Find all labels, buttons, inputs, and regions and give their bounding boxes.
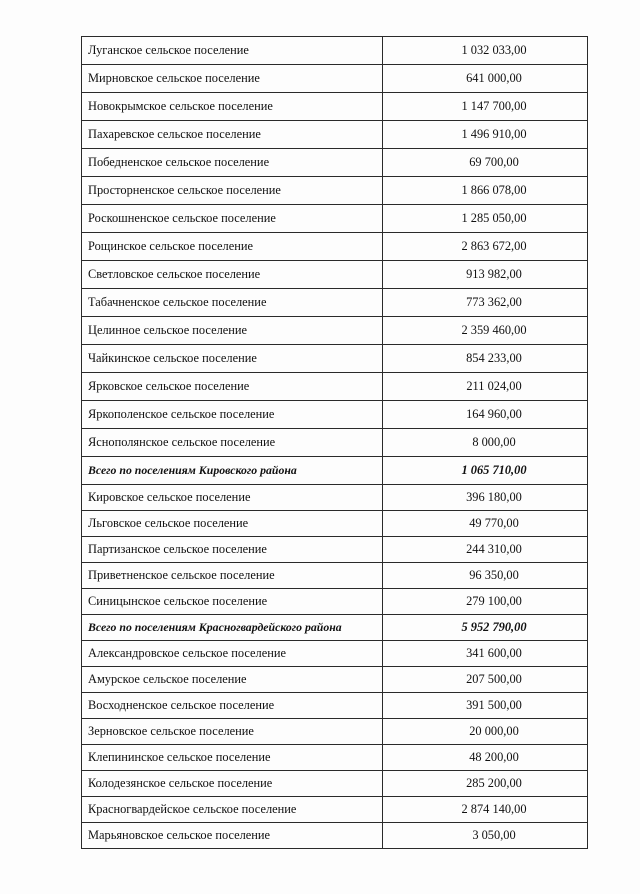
settlement-name: Амурское сельское поселение (82, 667, 383, 693)
settlement-amount: 69 700,00 (383, 149, 588, 177)
settlement-name: Синицынское сельское поселение (82, 589, 383, 615)
district-total-label: Всего по поселениям Красногвардейского района (82, 615, 383, 641)
table-row (82, 563, 588, 589)
settlement-name: Марьяновское сельское поселение (82, 823, 383, 849)
table-row (82, 289, 588, 317)
settlement-amount: 244 310,00 (383, 537, 588, 563)
settlement-amount: 1 866 078,00 (383, 177, 588, 205)
table-row (82, 205, 588, 233)
settlement-amount: 396 180,00 (383, 485, 588, 511)
table-row (82, 511, 588, 537)
table-row (82, 719, 588, 745)
district-total-label: Всего по поселениям Кировского района (82, 457, 383, 485)
settlement-name: Ярковское сельское поселение (82, 373, 383, 401)
settlement-amount: 1 032 033,00 (383, 37, 588, 65)
table-row (82, 177, 588, 205)
table-row (82, 65, 588, 93)
table-row (82, 771, 588, 797)
settlement-name: Партизанское сельское поселение (82, 537, 383, 563)
settlement-name: Рощинское сельское поселение (82, 233, 383, 261)
district-total-amount: 1 065 710,00 (383, 457, 588, 485)
settlement-amount: 164 960,00 (383, 401, 588, 429)
table-row (82, 37, 588, 65)
settlement-amount: 3 050,00 (383, 823, 588, 849)
table-row (82, 317, 588, 345)
settlement-name: Красногвардейское сельское поселение (82, 797, 383, 823)
settlement-name: Колодезянское сельское поселение (82, 771, 383, 797)
settlement-name: Яркополенское сельское поселение (82, 401, 383, 429)
settlement-amount: 641 000,00 (383, 65, 588, 93)
table-row (82, 823, 588, 849)
table-row (82, 345, 588, 373)
settlement-name: Яснополянское сельское поселение (82, 429, 383, 457)
table-row (82, 537, 588, 563)
settlement-amount: 285 200,00 (383, 771, 588, 797)
table-row (82, 693, 588, 719)
table-row (82, 93, 588, 121)
settlement-amount: 279 100,00 (383, 589, 588, 615)
settlement-amount: 913 982,00 (383, 261, 588, 289)
settlement-name: Светловское сельское поселение (82, 261, 383, 289)
table-row (82, 121, 588, 149)
table-row (82, 233, 588, 261)
settlement-name: Целинное сельское поселение (82, 317, 383, 345)
settlement-name: Новокрымское сельское поселение (82, 93, 383, 121)
settlement-name: Восходненское сельское поселение (82, 693, 383, 719)
settlement-amount: 96 350,00 (383, 563, 588, 589)
settlement-amount: 1 285 050,00 (383, 205, 588, 233)
settlement-name: Льговское сельское поселение (82, 511, 383, 537)
table-row (82, 149, 588, 177)
settlement-name: Приветненское сельское поселение (82, 563, 383, 589)
settlement-name: Зерновское сельское поселение (82, 719, 383, 745)
settlement-amount: 2 863 672,00 (383, 233, 588, 261)
settlement-name: Чайкинское сельское поселение (82, 345, 383, 373)
table-row (82, 485, 588, 511)
table-row (82, 797, 588, 823)
settlement-amount: 2 874 140,00 (383, 797, 588, 823)
table-row (82, 373, 588, 401)
table-row (82, 261, 588, 289)
table-row (82, 401, 588, 429)
settlement-amount: 49 770,00 (383, 511, 588, 537)
settlement-amount: 1 496 910,00 (383, 121, 588, 149)
table-row (82, 589, 588, 615)
settlement-name: Роскошненское сельское поселение (82, 205, 383, 233)
table-row (82, 429, 588, 457)
settlement-name: Пахаревское сельское поселение (82, 121, 383, 149)
settlement-amount: 20 000,00 (383, 719, 588, 745)
settlement-amount: 341 600,00 (383, 641, 588, 667)
settlement-name: Табачненское сельское поселение (82, 289, 383, 317)
settlement-name: Мирновское сельское поселение (82, 65, 383, 93)
settlement-name: Луганское сельское поселение (82, 37, 383, 65)
settlement-amount: 1 147 700,00 (383, 93, 588, 121)
district-total-row (82, 457, 588, 485)
settlement-amount: 854 233,00 (383, 345, 588, 373)
settlement-name: Александровское сельское поселение (82, 641, 383, 667)
settlement-amount: 391 500,00 (383, 693, 588, 719)
district-total-row (82, 615, 588, 641)
settlement-name: Клепининское сельское поселение (82, 745, 383, 771)
settlement-amount: 2 359 460,00 (383, 317, 588, 345)
table-row (82, 745, 588, 771)
settlement-amount: 48 200,00 (383, 745, 588, 771)
settlement-amount: 207 500,00 (383, 667, 588, 693)
settlement-amounts-table (81, 36, 588, 849)
settlement-amount: 211 024,00 (383, 373, 588, 401)
table-body (82, 37, 588, 849)
settlement-name: Просторненское сельское поселение (82, 177, 383, 205)
settlement-name: Победненское сельское поселение (82, 149, 383, 177)
table-row (82, 667, 588, 693)
district-total-amount: 5 952 790,00 (383, 615, 588, 641)
table-row (82, 641, 588, 667)
settlement-name: Кировское сельское поселение (82, 485, 383, 511)
settlement-amount: 8 000,00 (383, 429, 588, 457)
settlement-amount: 773 362,00 (383, 289, 588, 317)
